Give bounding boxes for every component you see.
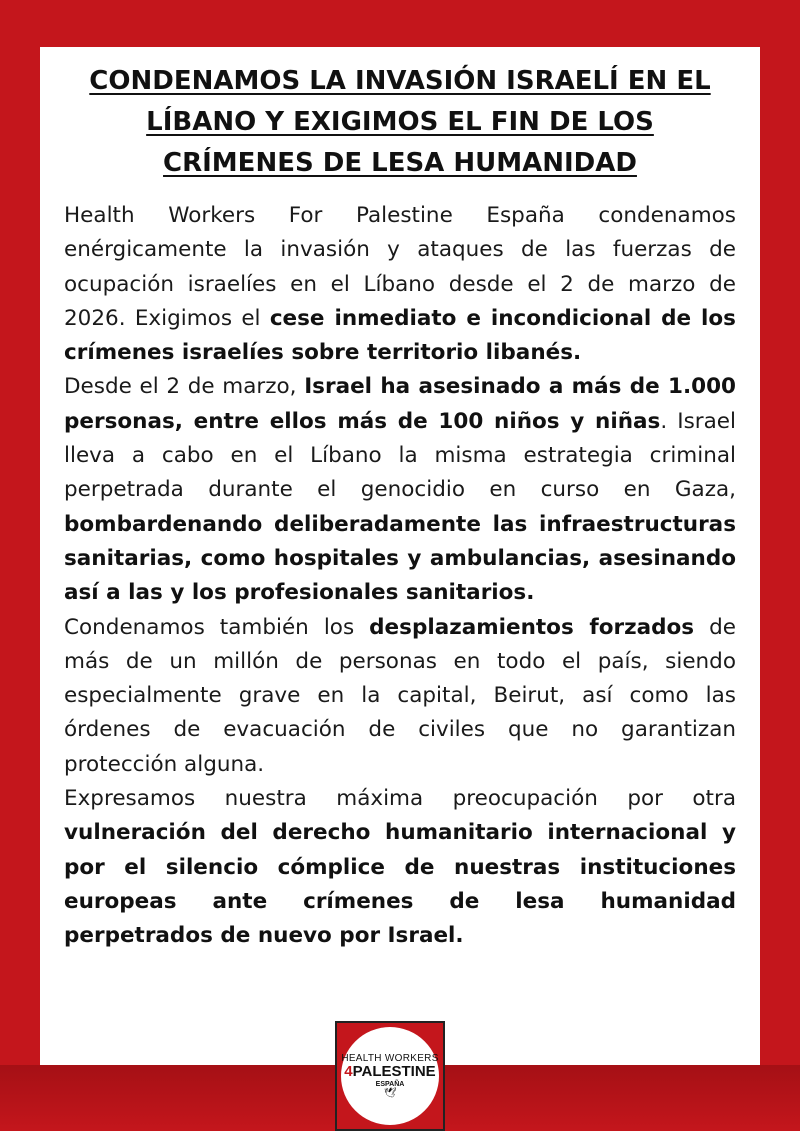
logo-four: 4 [344, 1063, 353, 1080]
bold-text: bombardenando deliberadamente las infraestructuras sanitarias, como hospitales y ambulancias, asesinando así a las y los profesionales sanitarios. [64, 511, 736, 606]
text: Expresamos nuestra máxima preocupación por otra [64, 786, 736, 812]
statement-card [40, 47, 760, 1065]
bold-text: Israel ha asesinado a más de 1.000 personas, entre ellos más de 100 niños y niñas [64, 374, 736, 434]
text: Condenamos también los [64, 614, 370, 640]
paragraph [64, 611, 736, 782]
paragraph [64, 782, 736, 953]
hw4p-logo [335, 1021, 445, 1131]
bold-text: cese inmediato e incondicional de los crímenes israelíes sobre territorio libanés. [64, 305, 736, 366]
logo-line-1: HEALTH WORKERS [341, 1053, 439, 1064]
logo-palestine: PALESTINE [352, 1063, 436, 1080]
paragraph [64, 370, 736, 610]
text: Health Workers For Palestine España condenamos enérgicamente la invasión y ataques de las fuerzas de ocupación israelíes en el Líbano desde el 2 de marzo de 2026. Exigimos el [64, 203, 736, 331]
logo-line-3: ESPAÑA [375, 1081, 405, 1088]
logo-line-2 [344, 1064, 435, 1079]
paragraph [64, 199, 736, 370]
statement-title: CONDENAMOS LA INVASIÓN ISRAELÍ EN EL LÍBANO Y EXIGIMOS EL FIN DE LOS CRÍMENES DE LESA HUMANIDAD [89, 66, 711, 178]
statement-body [64, 199, 736, 954]
dove-icon: 🕊 [383, 1088, 397, 1099]
text: Desde el 2 de marzo, [64, 374, 305, 400]
bold-text: vulneración del derecho humanitario internacional y por el silencio cómplice de nuestras instituciones europeas ante crímenes de lesa humanidad perpetrados de nuevo por Israel. [64, 820, 736, 949]
bold-text: desplazamientos forzados [369, 614, 695, 640]
text: . Israel lleva a cabo en el Líbano la misma estrategia criminal perpetrada durante el genocidio en curso en Gaza, [64, 408, 736, 503]
logo-circle [341, 1027, 439, 1125]
text: de más de un millón de personas en todo el país, siendo especialmente grave en la capital, Beirut, así como las órdenes de evacuación de civiles que no garantizan protección alguna. [64, 614, 736, 777]
